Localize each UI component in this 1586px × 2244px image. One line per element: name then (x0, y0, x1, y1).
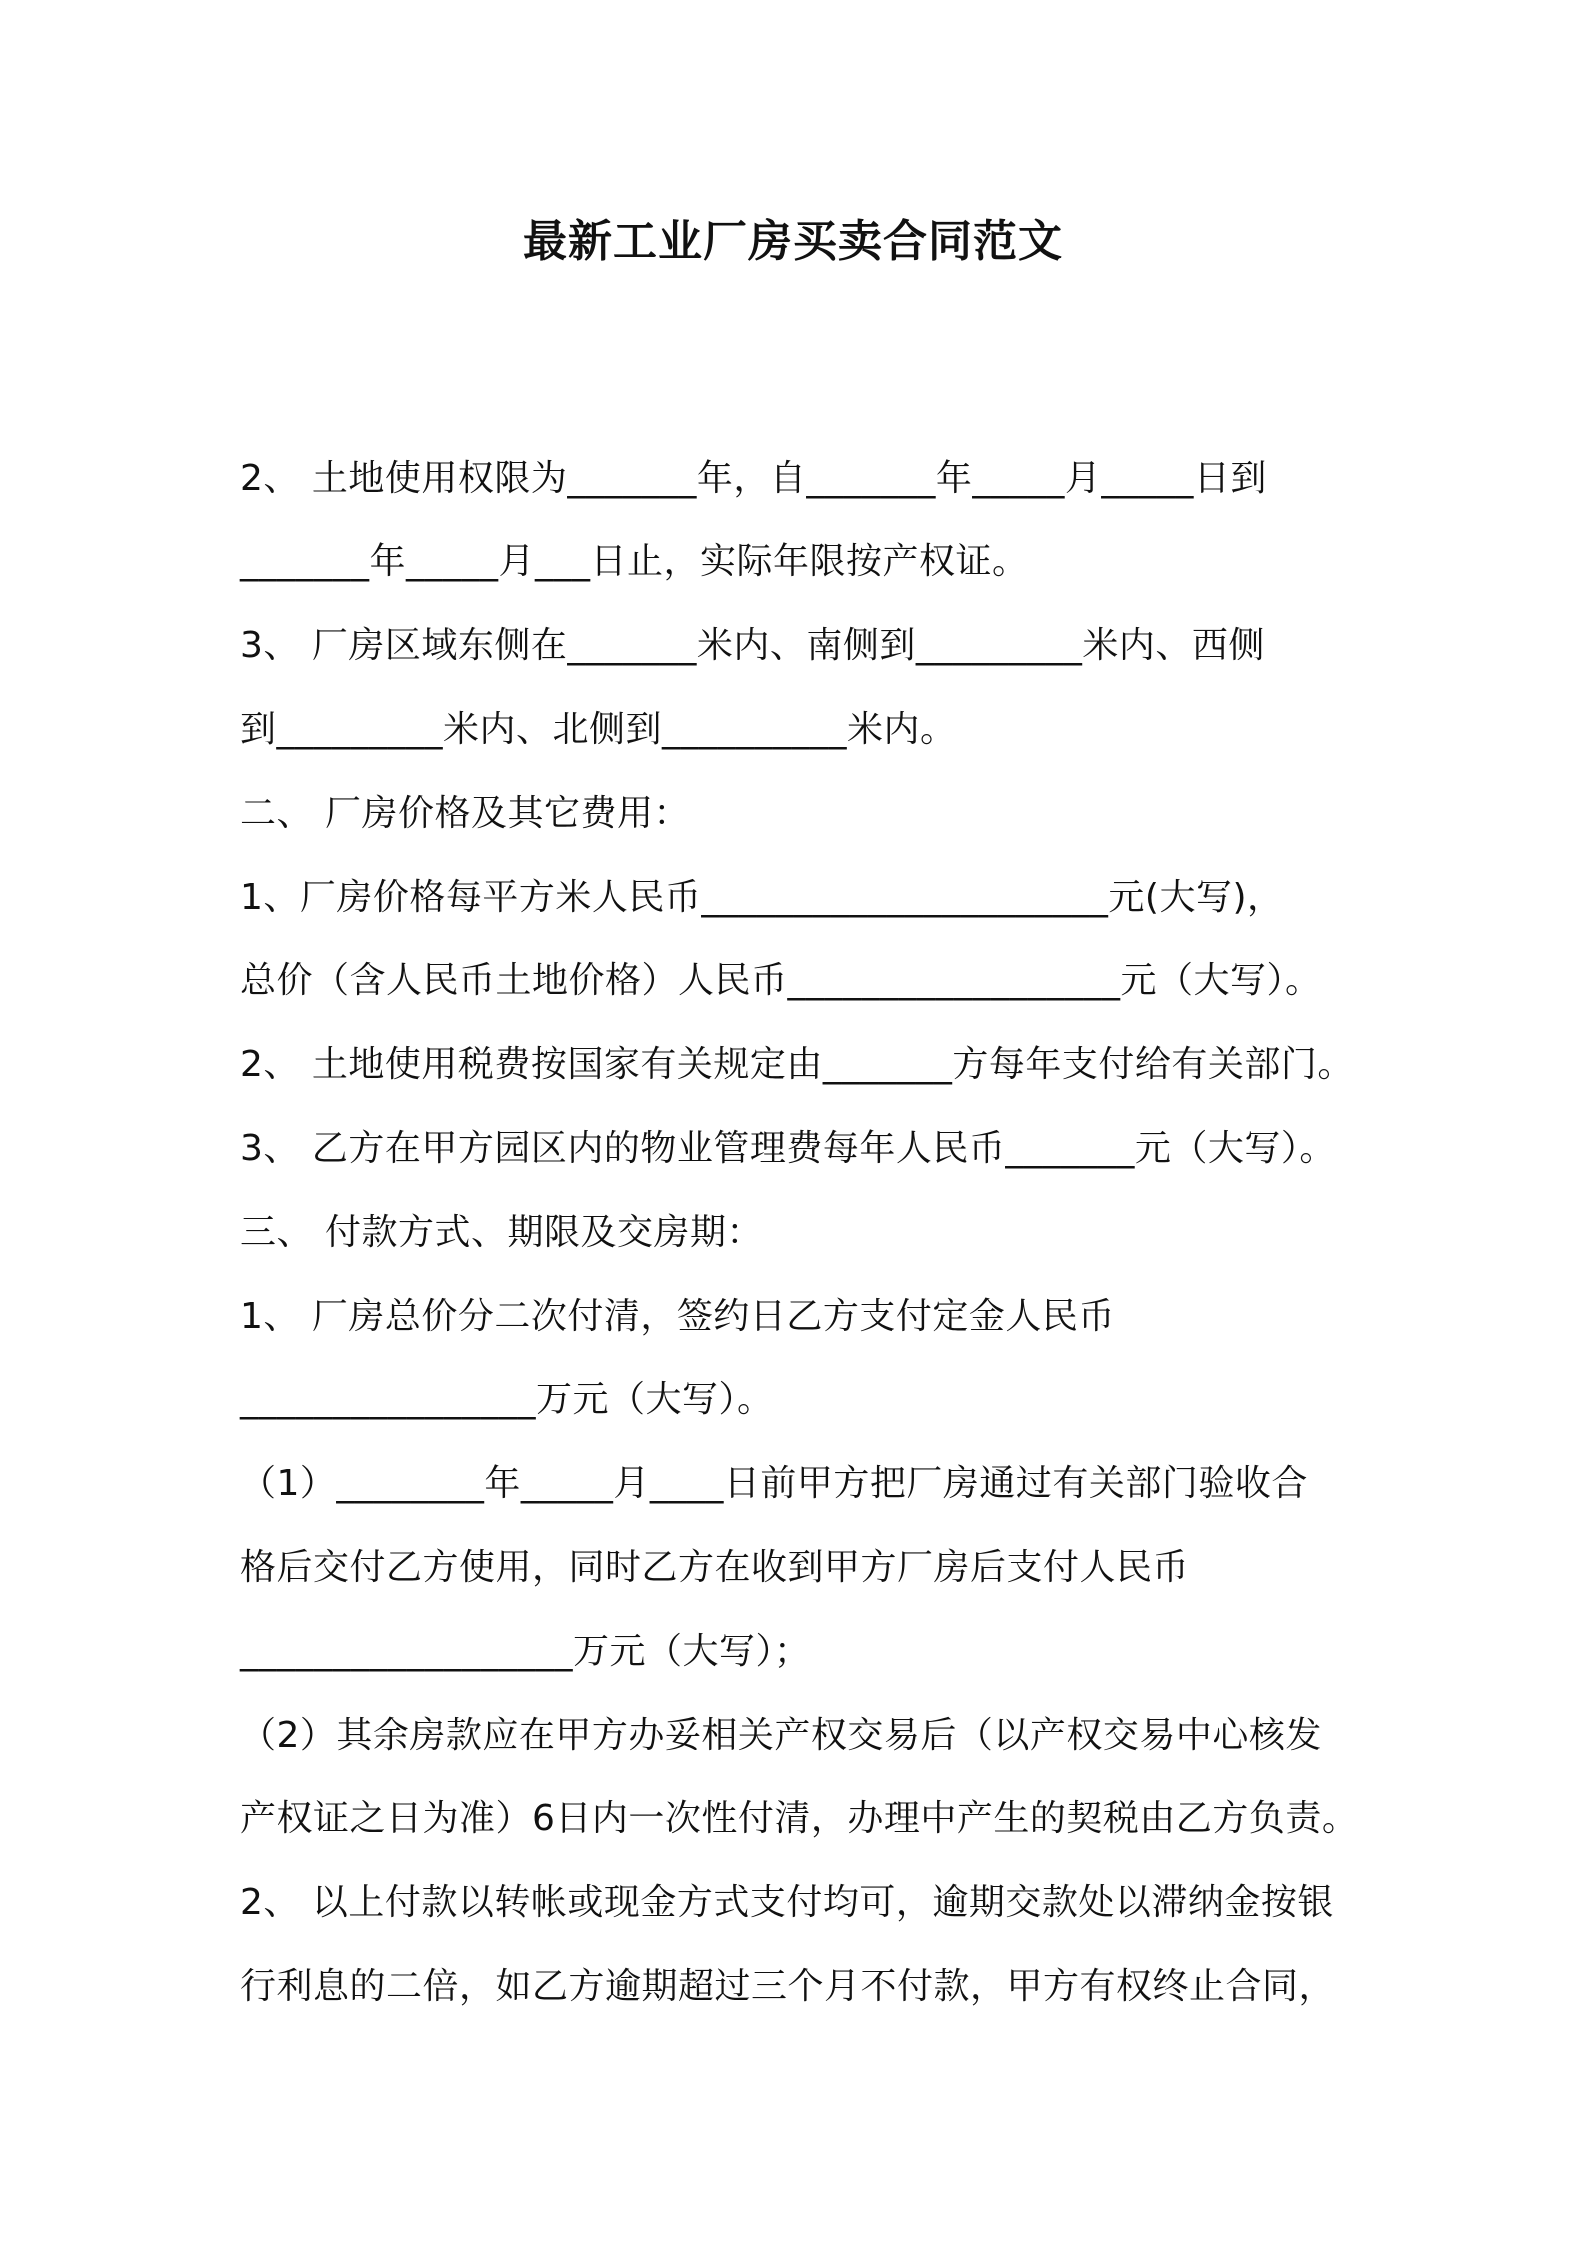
section-3-heading: 三、 付款方式、期限及交房期： (240, 1212, 763, 1253)
section-2-heading: 二、 厂房价格及其它费用： (240, 793, 690, 834)
section-3-item-2-cont: 行利息的二倍，如乙方逾期超过三个月不付款，甲方有权终止合同， (240, 1966, 1336, 2007)
section-2-item-3: 3、 乙方在甲方园区内的物业管理费每年人民币_______元（大写）。 (240, 1128, 1336, 1169)
section-3-item-1-cont: ________________万元（大写）。 (240, 1379, 774, 1420)
clause-3-factory-area-cont: 到_________米内、北侧到__________米内。 (240, 709, 957, 750)
section-3-item-2: 2、 以上付款以转帐或现金方式支付均可，逾期交款处以滞纳金按银 (240, 1882, 1334, 1923)
clause-2-land-use-term: 2、 土地使用权限为_______年，自_______年_____月_____日到 (240, 458, 1267, 499)
section-3-sub-2-cont: 产权证之日为准）6日内一次性付清，办理中产生的契税由乙方负责。 (240, 1798, 1359, 1839)
section-3-sub-1-cont: 格后交付乙方使用，同时乙方在收到甲方厂房后支付人民币 (240, 1547, 1190, 1588)
section-2-item-1-cont: 总价（含人民币土地价格）人民币__________________元（大写）。 (240, 960, 1322, 1001)
clause-3-factory-area: 3、 厂房区域东侧在_______米内、南侧到_________米内、西侧 (240, 625, 1265, 666)
document-title: 最新工业厂房买卖合同范文 (523, 216, 1063, 267)
section-3-item-1: 1、 厂房总价分二次付清，签约日乙方支付定金人民币 (240, 1296, 1115, 1337)
section-3-sub-1-cont-2: __________________万元（大写）； (240, 1631, 811, 1672)
section-3-sub-1: （1）________年_____月____日前甲方把厂房通过有关部门验收合 (240, 1463, 1308, 1504)
section-2-item-1: 1、厂房价格每平方米人民币______________________元(大写)， (240, 877, 1284, 918)
clause-2-land-use-term-cont: _______年_____月___日止，实际年限按产权证。 (240, 541, 1029, 582)
section-3-sub-2: （2）其余房款应在甲方办妥相关产权交易后（以产权交易中心核发 (240, 1715, 1322, 1756)
section-2-item-2: 2、 土地使用税费按国家有关规定由_______方每年支付给有关部门。 (240, 1044, 1354, 1085)
